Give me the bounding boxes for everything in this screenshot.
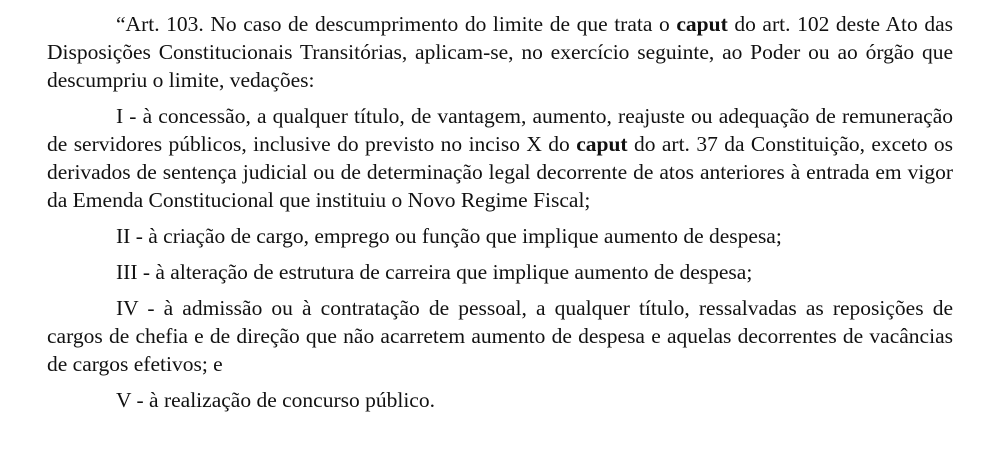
item-iv: IV - à admissão ou à contratação de pessoal, a qualquer título, ressalvadas as reposições de cargos de chefia e de direção que não acarretem aumento de despesa e aquelas decorrentes de vacâncias de cargos efetivos; e	[47, 296, 953, 376]
article-intro-tail: do art. 102 deste Ato das Disposições Constitucionais Transitórias, aplicam-se, no exercício seguinte, ao Poder ou ao órgão que descumpriu o limite, vedações:	[47, 12, 954, 92]
item-i	[47, 102, 953, 214]
article-intro-lead: “Art. 103. No caso de descumprimento do limite de que trata o	[116, 12, 677, 36]
item-v: V - à realização de concurso público.	[116, 388, 435, 412]
article-103-intro	[47, 10, 953, 94]
article-intro-caput: caput	[676, 12, 728, 36]
legal-document-excerpt	[47, 10, 953, 414]
item-ii: II - à criação de cargo, emprego ou função que implique aumento de despesa;	[116, 224, 782, 248]
item-i-tail: do art. 37 da Constituição, exceto os derivados de sentença judicial ou de determinação legal decorrente de atos anteriores à entrada em vigor da Emenda Constitucional que instituiu o Novo Regime Fiscal;	[47, 132, 953, 212]
item-i-caput: caput	[576, 132, 628, 156]
item-i-lead: I - à concessão, a qualquer título, de vantagem, aumento, reajuste ou adequação de remuneração de servidores públicos, inclusive do previsto no inciso X do	[47, 104, 953, 156]
item-iii: III - à alteração de estrutura de carreira que implique aumento de despesa;	[116, 260, 753, 284]
